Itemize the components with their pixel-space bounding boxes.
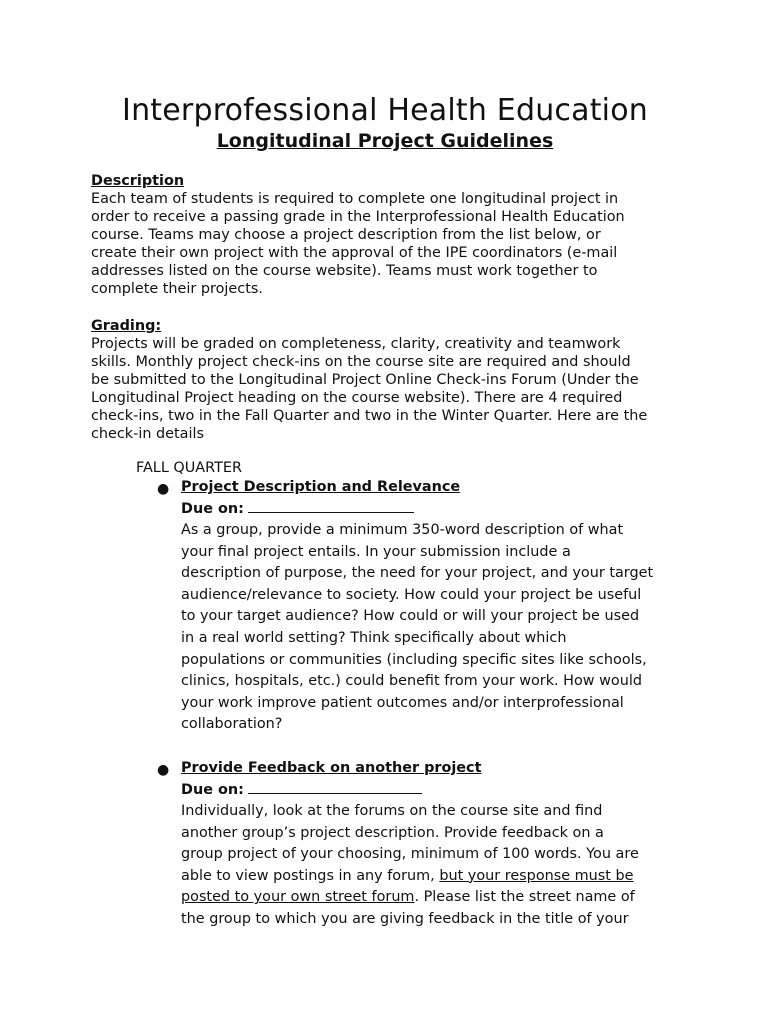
description-section (91, 172, 691, 298)
due-date-blank-line (248, 498, 414, 513)
checkin-item-body (181, 801, 701, 931)
bullet-icon: ● (157, 762, 170, 778)
checkin-item-title: Project Description and Relevance (181, 479, 461, 495)
grading-text: Projects will be graded on completeness, clarity, creativity and teamwork skills. Monthly project check-ins on the course site are required and should be submitted to the Longitudinal Project Online Check-ins Forum (Under the Longitudinal Project heading on the course website). There are 4 required check-ins, two in the Fall Quarter and two in the Winter Quarter. Here are the check-in details (91, 336, 648, 442)
due-label: Due on: (181, 501, 244, 517)
due-date-field (181, 779, 701, 801)
grading-section (91, 317, 691, 443)
due-date-blank-line (248, 779, 422, 794)
checkin-item (181, 758, 701, 931)
due-date-field (181, 498, 701, 520)
body-underlined-text: but your response must be (439, 867, 634, 884)
due-label: Due on: (181, 782, 244, 798)
body-text: . Please list the street name of the group to which you are giving feedback in the title of your (181, 889, 635, 927)
checkin-item-title: Provide Feedback on another project (181, 760, 482, 776)
description-text: Each team of students is required to complete one longitudinal project in order to receive a passing grade in the Interprofessional Health Education course. Teams may choose a project description from the list below, or create their own project with the approval of the IPE coordinators (e-mail addresses listed on the course website). Teams must work together to complete their projects. (91, 191, 625, 297)
description-heading: Description (91, 173, 185, 189)
document-subtitle: Longitudinal Project Guidelines (216, 130, 554, 152)
grading-heading: Grading: (91, 318, 162, 334)
document-title: Interprofessional Health Education (122, 93, 648, 128)
body-underlined-text: posted to your own street forum (181, 889, 415, 906)
checkin-item (181, 477, 701, 736)
fall-quarter-label: FALL QUARTER (136, 460, 242, 476)
checkin-item-body: As a group, provide a minimum 350-word description of what your final project entails. In your submission include a description of purpose, the need for your project, and your target audience/relevance to society. How could your project be useful to your target audience? How could or will your project be used in a real world setting? Think specifically about which populations or communities (including specific sites like schools, clinics, hospitals, etc.) could benefit from your work. How would your work improve patient outcomes and/or interprofessional collaboration? (181, 522, 654, 733)
body-text: Individually, look at the forums on the course site and find another group’s project description. Provide feedback on a group project of your choosing, minimum of 100 words. You are able to view postings in any forum, (181, 803, 639, 884)
bullet-icon: ● (157, 481, 170, 497)
